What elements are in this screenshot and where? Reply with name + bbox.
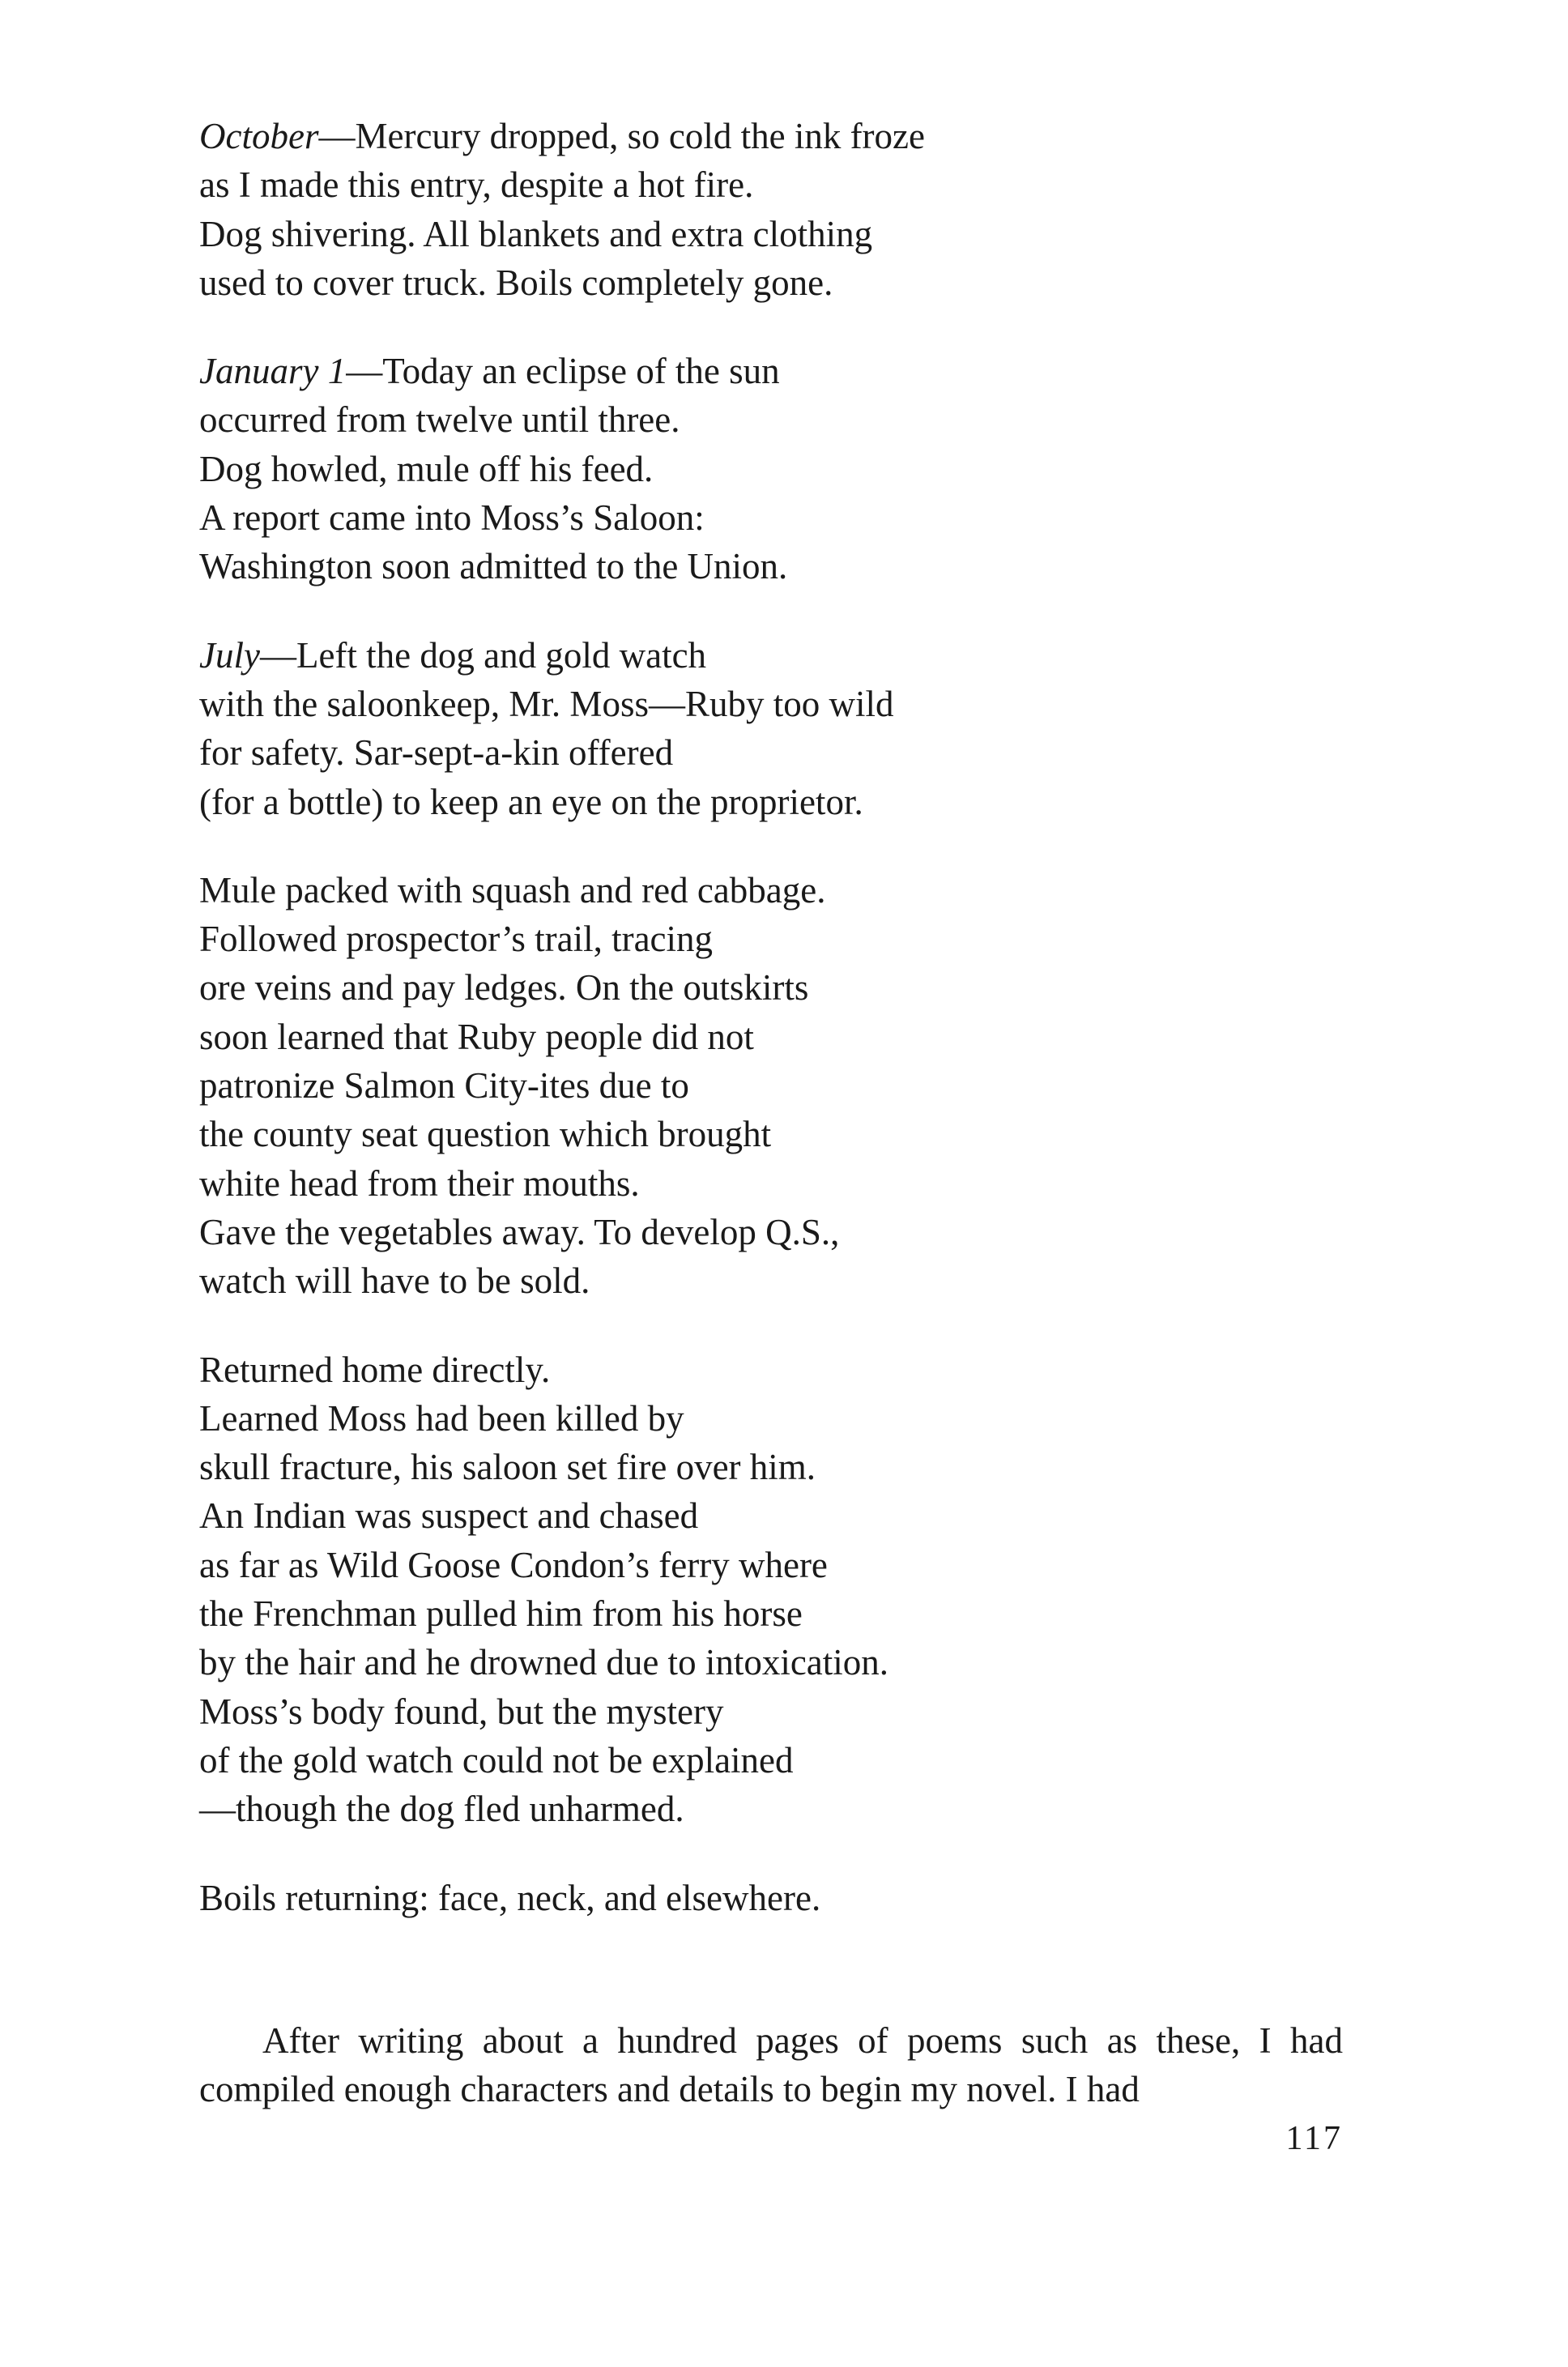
stanza-october (199, 112, 1430, 307)
poem-line (199, 347, 1430, 395)
stanza-july (199, 631, 1430, 826)
poem-line: Gave the vegetables away. To develop Q.S., (199, 1211, 840, 1252)
poem-line: of the gold watch could not be explained (199, 1739, 794, 1781)
stanza-january (199, 347, 1430, 591)
poem-line: watch will have to be sold. (199, 1260, 590, 1302)
poem-line: Learned Moss had been killed by (199, 1397, 684, 1439)
poem-line: used to cover truck. Boils completely gone. (199, 262, 833, 303)
poem-line: as far as Wild Goose Condon’s ferry where (199, 1544, 828, 1585)
entry-heading: July (199, 634, 260, 676)
prose-paragraph: After writing about a hundred pages of poems such as these, I had compiled enough characters and details to begin my novel. I had (199, 2020, 1343, 2110)
poem-line: A report came into Moss’s Saloon: (199, 497, 705, 539)
poem-line: —though the dog fled unharmed. (199, 1789, 684, 1830)
stanza-mule (199, 866, 1430, 1306)
poem-line: the county seat question which brought (199, 1114, 772, 1155)
poem-line: the Frenchman pulled him from his horse (199, 1593, 803, 1635)
poem-line: occurred from twelve until three. (199, 399, 680, 441)
poem-line: Returned home directly. (199, 1349, 551, 1390)
poem-line: with the saloonkeep, Mr. Moss—Ruby too wild (199, 683, 894, 724)
entry-heading: October (199, 116, 319, 156)
poem-line: soon learned that Ruby people did not (199, 1016, 754, 1057)
poem-line: An Indian was suspect and chased (199, 1495, 699, 1537)
poem-line: Mule packed with squash and red cabbage. (199, 869, 826, 911)
poem-line: Washington soon admitted to the Union. (199, 546, 788, 587)
poem-line: ore veins and pay ledges. On the outskirts (199, 967, 809, 1009)
poem-line: skull fracture, his saloon set fire over him. (199, 1447, 816, 1488)
poem-line: Dog howled, mule off his feed. (199, 448, 654, 489)
stanza-returned (199, 1346, 1430, 1834)
stanza-boils (199, 1874, 1430, 1922)
poem-line: patronize Salmon City-ites due to (199, 1065, 689, 1107)
poem-line (199, 112, 1430, 160)
poem-line: for safety. Sar-sept-a-kin offered (199, 732, 674, 774)
poem-line: Followed prospector’s trail, tracing (199, 919, 714, 960)
page-number: 117 (1285, 2120, 1343, 2157)
poem-line: white head from their mouths. (199, 1162, 640, 1204)
poem (199, 112, 1430, 1962)
entry-heading-text: —Today an eclipse of the sun (346, 351, 780, 392)
poem-line: Dog shivering. All blankets and extra clothing (199, 213, 873, 254)
entry-heading-text: —Left the dog and gold watch (259, 634, 707, 676)
poem-line: as I made this entry, despite a hot fire. (199, 164, 754, 206)
poem-line: Moss’s body found, but the mystery (199, 1691, 724, 1732)
poem-line: (for a bottle) to keep an eye on the proprietor. (199, 781, 863, 822)
poem-line: by the hair and he drowned due to intoxication. (199, 1642, 889, 1683)
poem-line (199, 631, 1430, 680)
entry-heading: January 1 (199, 351, 347, 392)
entry-heading-text: —Mercury dropped, so cold the ink froze (318, 116, 925, 156)
poem-line: Boils returning: face, neck, and elsewhere. (199, 1877, 821, 1918)
